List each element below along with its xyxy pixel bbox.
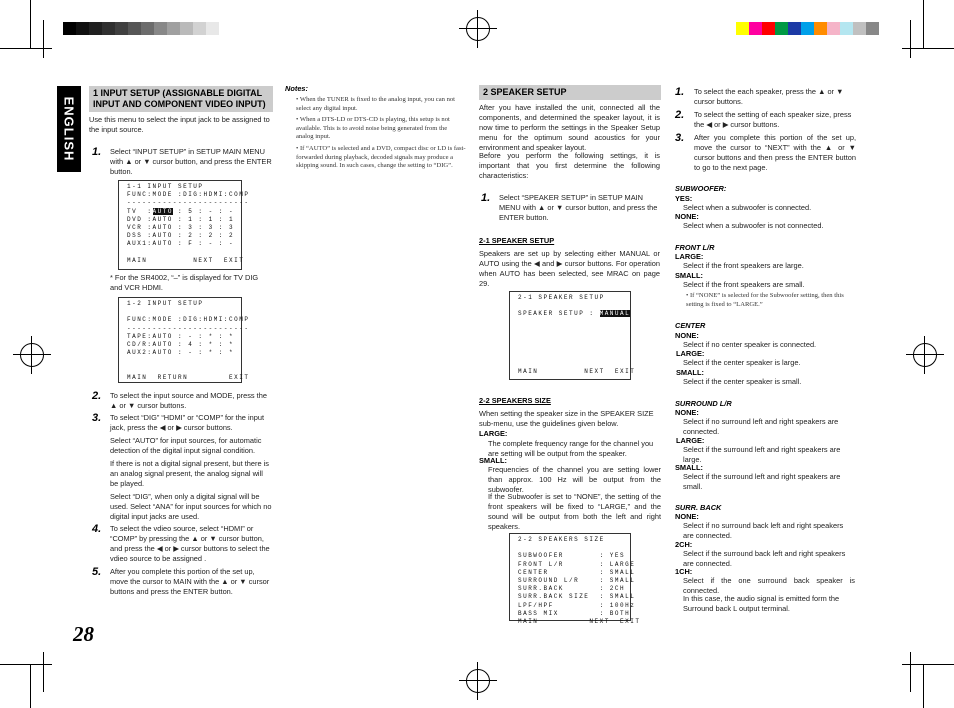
option-text: In this case, the audio signal is emitted form the Surround back L output terminal.	[683, 594, 840, 613]
registration-mark	[466, 17, 490, 41]
highlighted-value: AUTO	[152, 207, 173, 215]
subsection-speakers-size: 2-2 SPEAKERS SIZE	[479, 396, 551, 405]
step-number: 1.	[92, 146, 102, 158]
option-label: LARGE:	[675, 252, 704, 261]
option-label: NONE:	[675, 212, 699, 221]
language-tab: ENGLISH	[57, 86, 81, 172]
step1-text: Select “SPEAKER SETUP” in SETUP MAIN MENU with ▲ or ▼ cursor button, and press the ENTER button.	[499, 193, 658, 222]
option-label: SMALL:	[675, 463, 703, 472]
option-text: Select if the front speakers are small.	[683, 280, 805, 289]
front-heading: FRONT L/R	[675, 243, 715, 252]
option-text: Select if the center speaker is small.	[683, 377, 802, 386]
option-text: Select if the center speaker is large.	[683, 358, 801, 367]
option-label: YES:	[675, 194, 693, 203]
step2-text: To select the setting of each speaker size, press the ◀ or ▶ cursor buttons.	[694, 110, 852, 129]
crop-mark	[30, 0, 31, 48]
page-number: 28	[73, 622, 94, 646]
step-number: 1.	[481, 192, 491, 204]
step-number: 2.	[92, 390, 102, 402]
crop-mark	[43, 652, 44, 692]
step1-text: To select the each speaker, press the ▲ or ▼ cursor buttons.	[694, 87, 844, 106]
note-item: • When the TUNER is fixed to the analog input, you can not select any digital input.	[296, 96, 456, 112]
surround-heading: SURROUND L/R	[675, 399, 732, 408]
crop-mark	[0, 664, 52, 665]
step-number: 5.	[92, 566, 102, 578]
step3-dig-text: Select “DIG”, when only a digital signal will be used. Select “ANA” for input sources for which no digital input jacks are used.	[110, 492, 272, 521]
option-label: NONE:	[675, 331, 699, 340]
step3-text: After you complete this portion of the set up, move the cursor to “NEXT” with the ▲ or ▼ cursor buttons and then press the ENTER button to go to the next page.	[694, 133, 856, 172]
option-text: Select if the one surround back speaker is connected.	[683, 576, 855, 595]
highlighted-value: MANUAL	[599, 310, 631, 318]
speaker-setup-intro-2: Before you perform the following settings, it is important that you first determine the following characteristics:	[479, 151, 660, 180]
option-text: Select when a subwoofer is not connected.	[683, 221, 824, 230]
center-heading: CENTER	[675, 321, 706, 330]
step4-text: To select the vdieo source, select “HDMI” or “COMP” by pressing the ▲ or ▼ cursor button, and press the ◀ or ▶ cursor buttons to select the vdieo source to be assigned .	[110, 524, 270, 563]
crop-mark	[923, 0, 924, 48]
large-label: LARGE:	[479, 429, 508, 438]
small-text: Frequencies of the channel you are setting lower than approx. 100 Hz will be output from the subwoofer.	[488, 465, 661, 494]
option-label: LARGE:	[676, 349, 705, 358]
speaker-setup-intro: After you have installed the unit, connected all the components, and determined the speaker layout, it is now time to perform the settings in the Speaker Setup menu for the optimum sound acoustics for your environment and speaker layout.	[479, 103, 660, 152]
large-text: The complete frequency range for the channel you are setting will be output from the speaker.	[488, 439, 654, 458]
step-number: 4.	[92, 523, 102, 535]
crop-mark	[30, 664, 31, 708]
front-note: • If “NONE” is selected for the Subwoofer setting, then this setting is fixed to “LARGE.”	[686, 292, 844, 308]
note-item: • When a DTS-LD or DTS-CD is playing, this setup is not available. This is to avoid noise being generated from the analog input.	[296, 116, 450, 140]
notes-title: Notes:	[285, 84, 308, 93]
section-heading-speaker-setup: 2 SPEAKER SETUP	[479, 85, 661, 100]
option-text: Select if no surround left and right speakers are connected.	[683, 417, 839, 436]
option-label: NONE:	[675, 408, 699, 417]
crop-mark	[910, 20, 911, 58]
small-text-2: If the Subwoofer is set to “NONE”, the setting of the front speakers will be fixed to “LARGE,” and the sound will be output from both the left and right speakers.	[488, 492, 661, 531]
footnote: * For the SR4002, “–” is displayed for TV DIG and VCR HDMI.	[110, 273, 259, 292]
subwoofer-heading: SUBWOOFER:	[675, 184, 727, 193]
option-text: Select if the surround left and right speakers are small.	[683, 472, 841, 491]
option-label: LARGE:	[676, 436, 705, 445]
option-label: SMALL:	[676, 368, 704, 377]
crop-mark	[910, 652, 911, 692]
option-text: Select when a subwoofer is connected.	[683, 203, 812, 212]
option-text: Select if no center speaker is connected.	[683, 340, 817, 349]
crop-mark	[923, 664, 924, 708]
option-label: 2CH:	[675, 540, 693, 549]
input-setup-intro: Use this menu to select the input jack to be assigned to the input source.	[89, 115, 270, 134]
step-number: 1.	[675, 86, 685, 98]
speaker-setup-screen: 2-1 SPEAKER SETUP SPEAKER SETUP : MANUAL MAIN NEXT EXIT	[509, 291, 631, 380]
step-number: 3.	[675, 132, 685, 144]
color-calibration-bar	[736, 22, 879, 35]
speakers-size-text: When setting the speaker size in the SPEAKER SIZE sub-menu, use the guidelines given below.	[479, 409, 654, 428]
crop-mark	[0, 48, 52, 49]
step3-auto-text: Select “AUTO” for input sources, for automatic detection of the digital input signal condition.	[110, 436, 262, 455]
step5-text: After you complete this portion of the set up, move the cursor to MAIN with the ▲ or ▼ cursor buttons and press the ENTER button.	[110, 567, 270, 596]
step3-text: To select “DIG” “HDMI” or “COMP” for the input jack, press the ◀ or ▶ cursor buttons.	[110, 413, 264, 432]
surr-back-heading: SURR. BACK	[675, 503, 722, 512]
speaker-setup-text: Speakers are set up by selecting either MANUAL or AUTO using the ◀ and ▶ cursor buttons. For operation when AUTO has been selected, see MRAC on page 29.	[479, 249, 660, 288]
subsection-speaker-setup: 2-1 SPEAKER SETUP	[479, 236, 555, 245]
registration-mark	[913, 343, 937, 367]
registration-mark	[466, 669, 490, 693]
grayscale-calibration-bar	[63, 22, 219, 35]
crop-mark	[43, 20, 44, 58]
speakers-size-screen: 2-2 SPEAKERS SIZE SUBWOOFER : YES FRONT L/R : LARGE CENTER : SMALL SURROUND L/R : SMALL SURR.BACK : 2CH SURR.BACK SIZE : SMALL LPF/HPF : 100Hz BASS MIX : BOTH MAIN NEXT EXIT	[509, 533, 631, 621]
input-setup-screen-2: 1-2 INPUT SETUP FUNC:MODE :DIG:HDMI:COMP ------------------------ TAPE:AUTO : - : * : * CD/R:AUTO : 4 : * : * AUX2:AUTO : - : * : * MAIN RETURN EXIT	[118, 297, 242, 383]
step3-analog-text: If there is not a digital signal present, but there is an analog signal present, the analog signal will be played.	[110, 459, 269, 488]
option-label: SMALL:	[675, 271, 703, 280]
option-text: Select if the surround back left and right speakers are connected.	[683, 549, 846, 568]
input-setup-screen-1: 1-1 INPUT SETUP FUNC:MODE :DIG:HDMI:COMP ------------------------ TV :AUTO : 5 : - : - DVD :AUTO : 1 : 1 : 1 VCR :AUTO : 3 : 3 : 3 DSS :AUTO : 2 : 2 : 2 AUX1:AUTO : F : - : - MAIN NEXT EXIT	[118, 180, 242, 270]
step-number: 3.	[92, 412, 102, 424]
step-number: 2.	[675, 109, 685, 121]
note-item: • If “AUTO” is selected and a DVD, compact disc or LD is fast-forwarded during playback, decoded signals may produce a skipping sound. In such cases, change the setting to “DIG”.	[296, 145, 466, 169]
option-text: Select if no surround back left and right speakers are connected.	[683, 521, 844, 540]
section-heading-input-setup: 1 INPUT SETUP (ASSIGNABLE DIGITAL INPUT AND COMPONENT VIDEO INPUT)	[89, 86, 273, 112]
step2-text: To select the input source and MODE, press the ▲ or ▼ cursor buttons.	[110, 391, 267, 410]
small-label: SMALL:	[479, 456, 507, 465]
option-label: 1CH:	[675, 567, 693, 576]
option-text: Select if the surround left and right speakers are large.	[683, 445, 841, 464]
step1-text: Select “INPUT SETUP” in SETUP MAIN MENU with ▲ or ▼ cursor button, and press the ENTER button.	[110, 147, 272, 176]
option-text: Select if the front speakers are large.	[683, 261, 804, 270]
registration-mark	[20, 343, 44, 367]
option-label: NONE:	[675, 512, 699, 521]
